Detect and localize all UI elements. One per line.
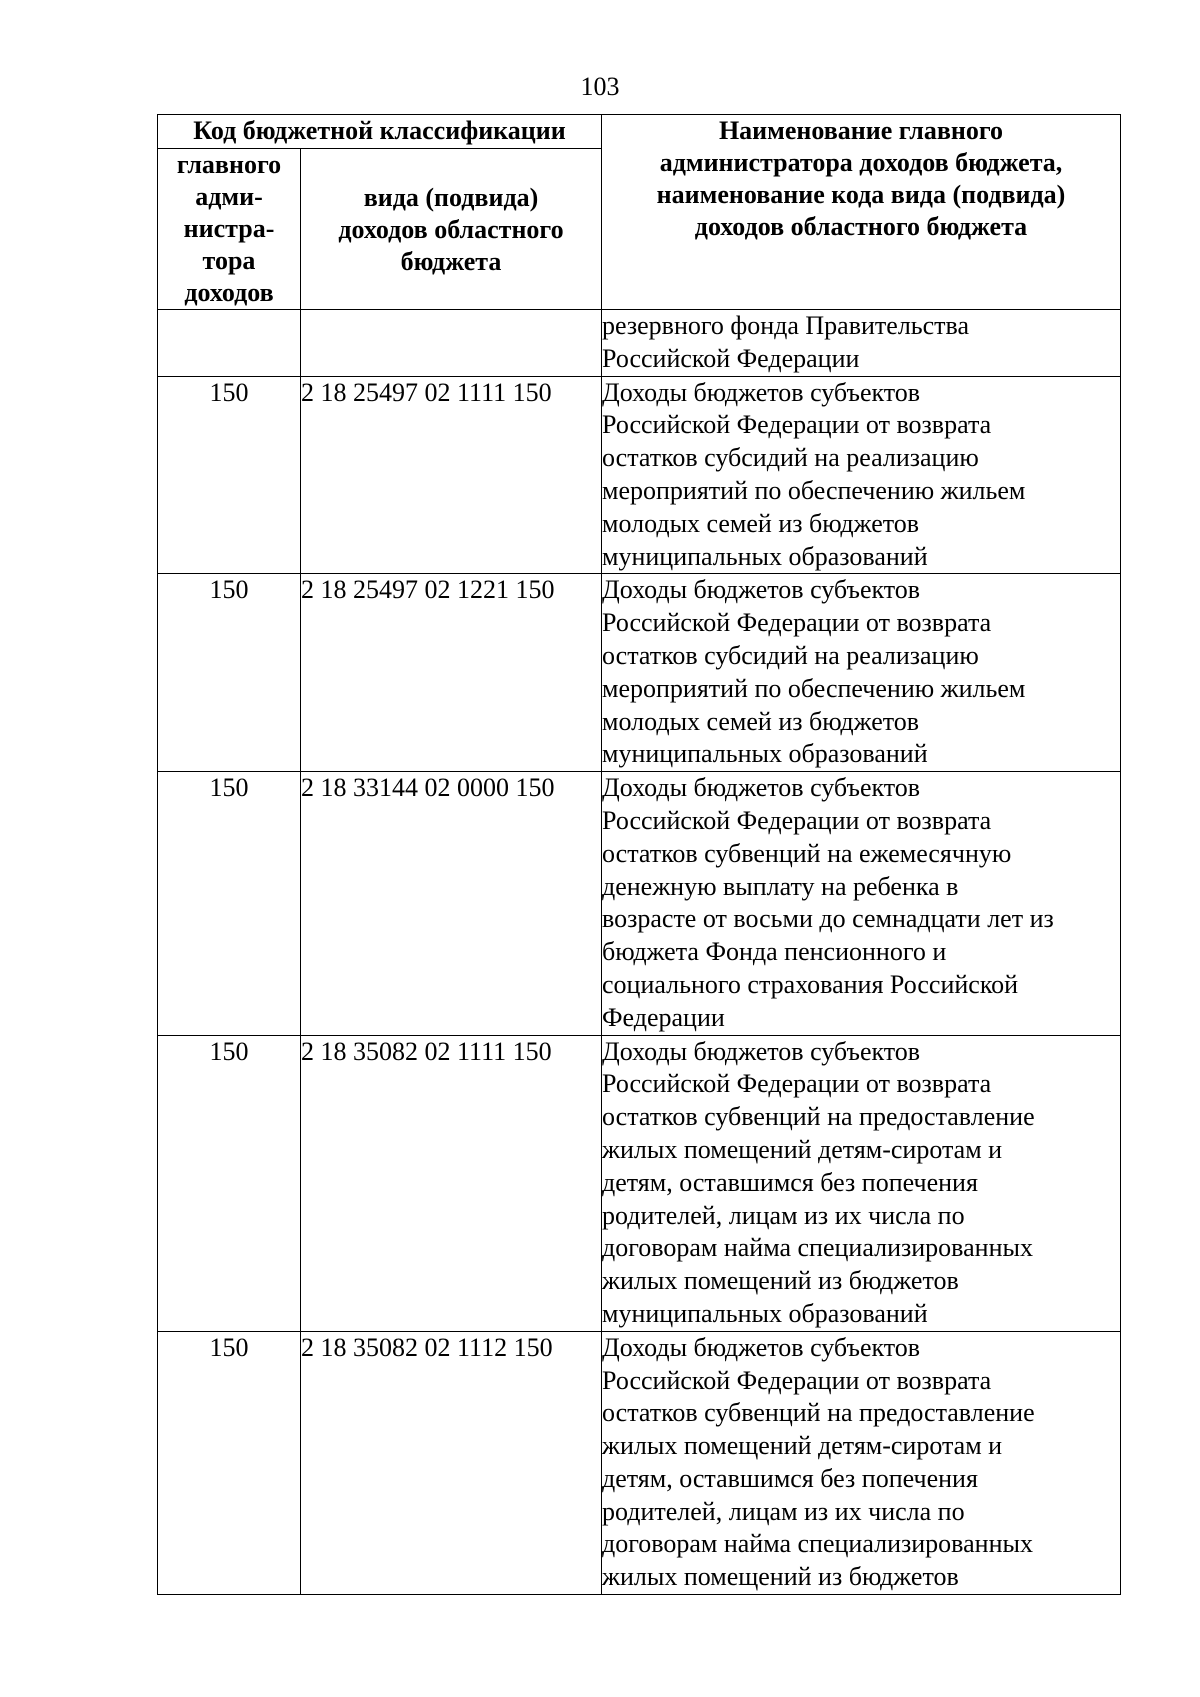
header-code-line: бюджета <box>400 247 502 276</box>
table-row <box>158 1035 1121 1331</box>
income-code-cell <box>301 310 602 377</box>
page-number: 103 <box>580 72 620 101</box>
income-code-cell: 2 18 33144 02 0000 150 <box>301 772 602 1035</box>
income-code-cell: 2 18 35082 02 1112 150 <box>301 1331 602 1594</box>
income-name-cell: Доходы бюджетов субъектов Российской Федерации от возврата остатков субсидий на реализацию мероприятий по обеспечению жильем молодых семей из бюджетов муниципальных образований <box>602 376 1121 574</box>
header-name-line: Наименование главного <box>718 116 1004 145</box>
admin-code-cell: 150 <box>158 376 301 574</box>
table-row <box>158 772 1121 1035</box>
header-administrator-name <box>602 115 1121 310</box>
header-budget-classification-code: Код бюджетной классификации <box>158 115 602 149</box>
header-code-line: вида (подвида) <box>363 183 539 212</box>
header-admin-line: адми- <box>195 182 263 211</box>
income-name-cell: Доходы бюджетов субъектов Российской Федерации от возврата остатков субсидий на реализацию мероприятий по обеспечению жильем молодых семей из бюджетов муниципальных образований <box>602 574 1121 772</box>
admin-code-cell: 150 <box>158 1035 301 1331</box>
header-name-line: доходов областного бюджета <box>694 212 1028 241</box>
table-row <box>158 310 1121 377</box>
header-row-group <box>158 115 1121 149</box>
admin-code-cell: 150 <box>158 574 301 772</box>
income-name-cell: Доходы бюджетов субъектов Российской Федерации от возврата остатков субвенций на ежемесячную денежную выплату на ребенка в возрасте от восьми до семнадцати лет из бюджета Фонда пенсионного и социального страхования Российской Федерации <box>602 772 1121 1035</box>
income-name-cell: резервного фонда Правительства Российской Федерации <box>602 310 1121 377</box>
header-income-type-code <box>301 149 602 310</box>
admin-code-cell: 150 <box>158 1331 301 1594</box>
income-name-cell: Доходы бюджетов субъектов Российской Федерации от возврата остатков субвенций на предоставление жилых помещений детям-сиротам и детям, оставшимся без попечения родителей, лицам из их числа по договорам найма специализированных жилых помещений из бюджетов муниципальных образований <box>602 1035 1121 1331</box>
table-row <box>158 376 1121 574</box>
header-name-line: администратора доходов бюджета, <box>659 148 1063 177</box>
header-admin-line: тора <box>202 246 256 275</box>
table-row <box>158 1331 1121 1594</box>
header-admin-line: главного <box>176 150 282 179</box>
header-admin-line: доходов <box>184 278 274 307</box>
header-code-line: доходов областного <box>338 215 564 244</box>
table-row <box>158 574 1121 772</box>
header-name-line: наименование кода вида (подвида) <box>656 180 1066 209</box>
budget-classification-table <box>157 114 1121 1595</box>
header-admin-line: нистра- <box>183 214 275 243</box>
income-code-cell: 2 18 25497 02 1111 150 <box>301 376 602 574</box>
header-main-administrator <box>158 149 301 310</box>
admin-code-cell <box>158 310 301 377</box>
admin-code-cell: 150 <box>158 772 301 1035</box>
income-code-cell: 2 18 35082 02 1111 150 <box>301 1035 602 1331</box>
income-name-cell: Доходы бюджетов субъектов Российской Федерации от возврата остатков субвенций на предоставление жилых помещений детям-сиротам и детям, оставшимся без попечения родителей, лицам из их числа по договорам найма специализированных жилых помещений из бюджетов <box>602 1331 1121 1594</box>
income-code-cell: 2 18 25497 02 1221 150 <box>301 574 602 772</box>
